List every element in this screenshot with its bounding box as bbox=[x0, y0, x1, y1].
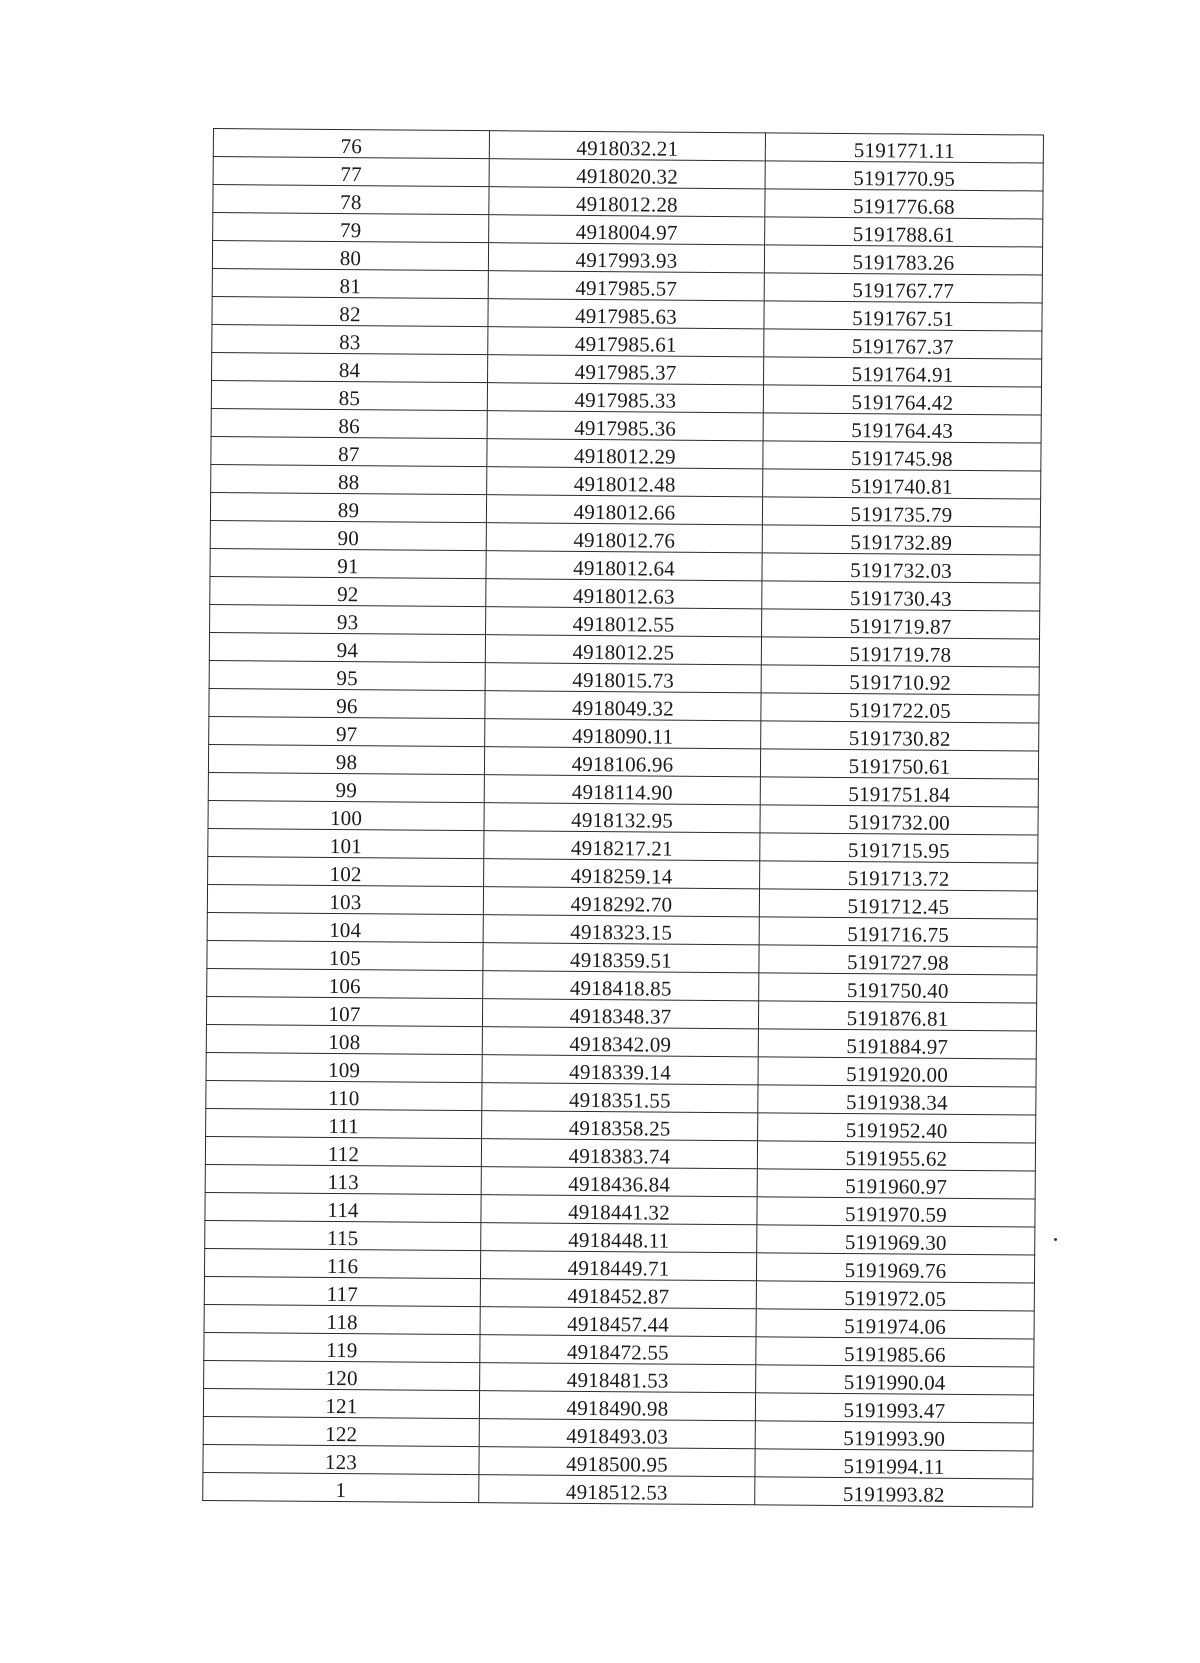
x-coordinate-cell: 4918358.25 bbox=[482, 1111, 758, 1141]
point-number-cell: 93 bbox=[210, 604, 486, 634]
y-coordinate-cell: 5191745.98 bbox=[763, 441, 1041, 471]
x-coordinate-cell: 4918348.37 bbox=[482, 999, 758, 1029]
point-number-cell: 121 bbox=[203, 1388, 479, 1418]
point-number-cell: 102 bbox=[208, 856, 484, 886]
x-coordinate-cell: 4918441.32 bbox=[481, 1195, 757, 1225]
point-number-cell: 114 bbox=[205, 1192, 481, 1222]
point-number-cell: 88 bbox=[211, 464, 487, 494]
x-coordinate-cell: 4918339.14 bbox=[482, 1055, 758, 1085]
y-coordinate-cell: 5191771.11 bbox=[765, 133, 1043, 163]
y-coordinate-cell: 5191969.76 bbox=[756, 1253, 1034, 1283]
x-coordinate-cell: 4918490.98 bbox=[479, 1391, 755, 1421]
x-coordinate-cell: 4918012.29 bbox=[487, 439, 763, 469]
x-coordinate-cell: 4918448.11 bbox=[481, 1223, 757, 1253]
point-number-cell: 94 bbox=[209, 632, 485, 662]
y-coordinate-cell: 5191730.82 bbox=[761, 721, 1039, 751]
point-number-cell: 100 bbox=[208, 800, 484, 830]
x-coordinate-cell: 4918481.53 bbox=[480, 1363, 756, 1393]
x-coordinate-cell: 4918292.70 bbox=[483, 887, 759, 917]
x-coordinate-cell: 4918457.44 bbox=[480, 1307, 756, 1337]
y-coordinate-cell: 5191770.95 bbox=[765, 161, 1043, 191]
point-number-cell: 82 bbox=[212, 296, 488, 326]
point-number-cell: 108 bbox=[206, 1024, 482, 1054]
y-coordinate-cell: 5191969.30 bbox=[757, 1225, 1035, 1255]
y-coordinate-cell: 5191970.59 bbox=[757, 1197, 1035, 1227]
y-coordinate-cell: 5191740.81 bbox=[763, 469, 1041, 499]
x-coordinate-cell: 4918259.14 bbox=[484, 859, 760, 889]
y-coordinate-cell: 5191972.05 bbox=[756, 1281, 1034, 1311]
point-number-cell: 92 bbox=[210, 576, 486, 606]
x-coordinate-cell: 4918493.03 bbox=[479, 1419, 755, 1449]
y-coordinate-cell: 5191990.04 bbox=[756, 1365, 1034, 1395]
y-coordinate-cell: 5191884.97 bbox=[758, 1029, 1036, 1059]
y-coordinate-cell: 5191732.89 bbox=[762, 525, 1040, 555]
x-coordinate-cell: 4918012.63 bbox=[486, 579, 762, 609]
point-number-cell: 122 bbox=[203, 1416, 479, 1446]
y-coordinate-cell: 5191712.45 bbox=[759, 889, 1037, 919]
point-number-cell: 116 bbox=[204, 1248, 480, 1278]
y-coordinate-cell: 5191985.66 bbox=[756, 1337, 1034, 1367]
x-coordinate-cell: 4918012.76 bbox=[486, 523, 762, 553]
point-number-cell: 85 bbox=[211, 380, 487, 410]
x-coordinate-cell: 4918500.95 bbox=[479, 1447, 755, 1477]
y-coordinate-cell: 5191767.77 bbox=[764, 273, 1042, 303]
point-number-cell: 98 bbox=[208, 744, 484, 774]
y-coordinate-cell: 5191715.95 bbox=[760, 833, 1038, 863]
point-number-cell: 107 bbox=[206, 996, 482, 1026]
point-number-cell: 89 bbox=[210, 492, 486, 522]
x-coordinate-cell: 4918015.73 bbox=[485, 663, 761, 693]
y-coordinate-cell: 5191727.98 bbox=[759, 945, 1037, 975]
x-coordinate-cell: 4918351.55 bbox=[482, 1083, 758, 1113]
point-number-cell: 76 bbox=[213, 129, 489, 159]
point-number-cell: 95 bbox=[209, 660, 485, 690]
point-number-cell: 117 bbox=[204, 1276, 480, 1306]
x-coordinate-cell: 4918449.71 bbox=[480, 1251, 756, 1281]
point-number-cell: 110 bbox=[206, 1080, 482, 1110]
y-coordinate-cell: 5191716.75 bbox=[759, 917, 1037, 947]
x-coordinate-cell: 4918004.97 bbox=[489, 215, 765, 245]
point-number-cell: 109 bbox=[206, 1052, 482, 1082]
point-number-cell: 84 bbox=[212, 352, 488, 382]
point-number-cell: 77 bbox=[213, 157, 489, 187]
point-number-cell: 1 bbox=[203, 1472, 479, 1502]
x-coordinate-cell: 4918090.11 bbox=[485, 719, 761, 749]
y-coordinate-cell: 5191722.05 bbox=[761, 693, 1039, 723]
x-coordinate-cell: 4917985.36 bbox=[487, 411, 763, 441]
point-number-cell: 111 bbox=[206, 1108, 482, 1138]
x-coordinate-cell: 4918020.32 bbox=[489, 159, 765, 189]
point-number-cell: 103 bbox=[207, 884, 483, 914]
y-coordinate-cell: 5191974.06 bbox=[756, 1309, 1034, 1339]
y-coordinate-cell: 5191735.79 bbox=[762, 497, 1040, 527]
y-coordinate-cell: 5191764.43 bbox=[763, 413, 1041, 443]
point-number-cell: 80 bbox=[212, 241, 488, 271]
y-coordinate-cell: 5191993.82 bbox=[755, 1477, 1033, 1507]
point-number-cell: 96 bbox=[209, 688, 485, 718]
y-coordinate-cell: 5191710.92 bbox=[761, 665, 1039, 695]
point-number-cell: 101 bbox=[208, 828, 484, 858]
y-coordinate-cell: 5191938.34 bbox=[758, 1085, 1036, 1115]
x-coordinate-cell: 4918132.95 bbox=[484, 803, 760, 833]
point-number-cell: 123 bbox=[203, 1444, 479, 1474]
x-coordinate-cell: 4918012.66 bbox=[486, 495, 762, 525]
y-coordinate-cell: 5191952.40 bbox=[758, 1113, 1036, 1143]
y-coordinate-cell: 5191719.87 bbox=[762, 609, 1040, 639]
point-number-cell: 118 bbox=[204, 1304, 480, 1334]
point-number-cell: 78 bbox=[213, 185, 489, 215]
y-coordinate-cell: 5191732.03 bbox=[762, 553, 1040, 583]
y-coordinate-cell: 5191713.72 bbox=[760, 861, 1038, 891]
x-coordinate-cell: 4918436.84 bbox=[481, 1167, 757, 1197]
x-coordinate-cell: 4918012.28 bbox=[489, 187, 765, 217]
x-coordinate-cell: 4917985.33 bbox=[487, 383, 763, 413]
point-number-cell: 79 bbox=[213, 213, 489, 243]
point-number-cell: 90 bbox=[210, 520, 486, 550]
x-coordinate-cell: 4918383.74 bbox=[481, 1139, 757, 1169]
x-coordinate-cell: 4917993.93 bbox=[488, 243, 764, 273]
point-number-cell: 83 bbox=[212, 324, 488, 354]
point-number-cell: 97 bbox=[209, 716, 485, 746]
y-coordinate-cell: 5191767.51 bbox=[764, 301, 1042, 331]
y-coordinate-cell: 5191764.91 bbox=[763, 357, 1041, 387]
y-coordinate-cell: 5191750.61 bbox=[760, 749, 1038, 779]
x-coordinate-cell: 4918359.51 bbox=[483, 943, 759, 973]
y-coordinate-cell: 5191993.47 bbox=[755, 1393, 1033, 1423]
point-number-cell: 81 bbox=[212, 268, 488, 298]
y-coordinate-cell: 5191732.00 bbox=[760, 805, 1038, 835]
point-number-cell: 115 bbox=[205, 1220, 481, 1250]
point-number-cell: 104 bbox=[207, 912, 483, 942]
point-number-cell: 119 bbox=[204, 1332, 480, 1362]
x-coordinate-cell: 4918032.21 bbox=[489, 131, 765, 161]
x-coordinate-cell: 4918323.15 bbox=[483, 915, 759, 945]
y-coordinate-cell: 5191920.00 bbox=[758, 1057, 1036, 1087]
x-coordinate-cell: 4918012.25 bbox=[485, 635, 761, 665]
x-coordinate-cell: 4917985.61 bbox=[488, 327, 764, 357]
y-coordinate-cell: 5191730.43 bbox=[762, 581, 1040, 611]
x-coordinate-cell: 4918012.48 bbox=[487, 467, 763, 497]
y-coordinate-cell: 5191993.90 bbox=[755, 1421, 1033, 1451]
y-coordinate-cell: 5191876.81 bbox=[758, 1001, 1036, 1031]
point-number-cell: 87 bbox=[211, 436, 487, 466]
y-coordinate-cell: 5191994.11 bbox=[755, 1449, 1033, 1479]
x-coordinate-cell: 4918012.55 bbox=[486, 607, 762, 637]
point-number-cell: 113 bbox=[205, 1164, 481, 1194]
point-number-cell: 112 bbox=[205, 1136, 481, 1166]
x-coordinate-cell: 4918512.53 bbox=[479, 1475, 755, 1505]
x-coordinate-cell: 4918472.55 bbox=[480, 1335, 756, 1365]
point-number-cell: 91 bbox=[210, 548, 486, 578]
coordinates-table bbox=[202, 128, 1044, 1507]
y-coordinate-cell: 5191764.42 bbox=[763, 385, 1041, 415]
y-coordinate-cell: 5191719.78 bbox=[761, 637, 1039, 667]
point-number-cell: 99 bbox=[208, 772, 484, 802]
y-coordinate-cell: 5191788.61 bbox=[765, 217, 1043, 247]
y-coordinate-cell: 5191776.68 bbox=[765, 189, 1043, 219]
point-number-cell: 86 bbox=[211, 408, 487, 438]
x-coordinate-cell: 4918114.90 bbox=[484, 775, 760, 805]
table-body bbox=[203, 129, 1044, 1507]
x-coordinate-cell: 4918049.32 bbox=[485, 691, 761, 721]
x-coordinate-cell: 4917985.63 bbox=[488, 299, 764, 329]
x-coordinate-cell: 4917985.37 bbox=[488, 355, 764, 385]
point-number-cell: 120 bbox=[204, 1360, 480, 1390]
y-coordinate-cell: 5191960.97 bbox=[757, 1169, 1035, 1199]
stray-mark bbox=[1054, 1238, 1057, 1241]
x-coordinate-cell: 4918342.09 bbox=[482, 1027, 758, 1057]
x-coordinate-cell: 4918418.85 bbox=[483, 971, 759, 1001]
x-coordinate-cell: 4918106.96 bbox=[484, 747, 760, 777]
point-number-cell: 106 bbox=[207, 968, 483, 998]
y-coordinate-cell: 5191767.37 bbox=[764, 329, 1042, 359]
y-coordinate-cell: 5191751.84 bbox=[760, 777, 1038, 807]
x-coordinate-cell: 4917985.57 bbox=[488, 271, 764, 301]
y-coordinate-cell: 5191783.26 bbox=[764, 245, 1042, 275]
x-coordinate-cell: 4918012.64 bbox=[486, 551, 762, 581]
x-coordinate-cell: 4918217.21 bbox=[484, 831, 760, 861]
point-number-cell: 105 bbox=[207, 940, 483, 970]
y-coordinate-cell: 5191955.62 bbox=[757, 1141, 1035, 1171]
y-coordinate-cell: 5191750.40 bbox=[759, 973, 1037, 1003]
x-coordinate-cell: 4918452.87 bbox=[480, 1279, 756, 1309]
